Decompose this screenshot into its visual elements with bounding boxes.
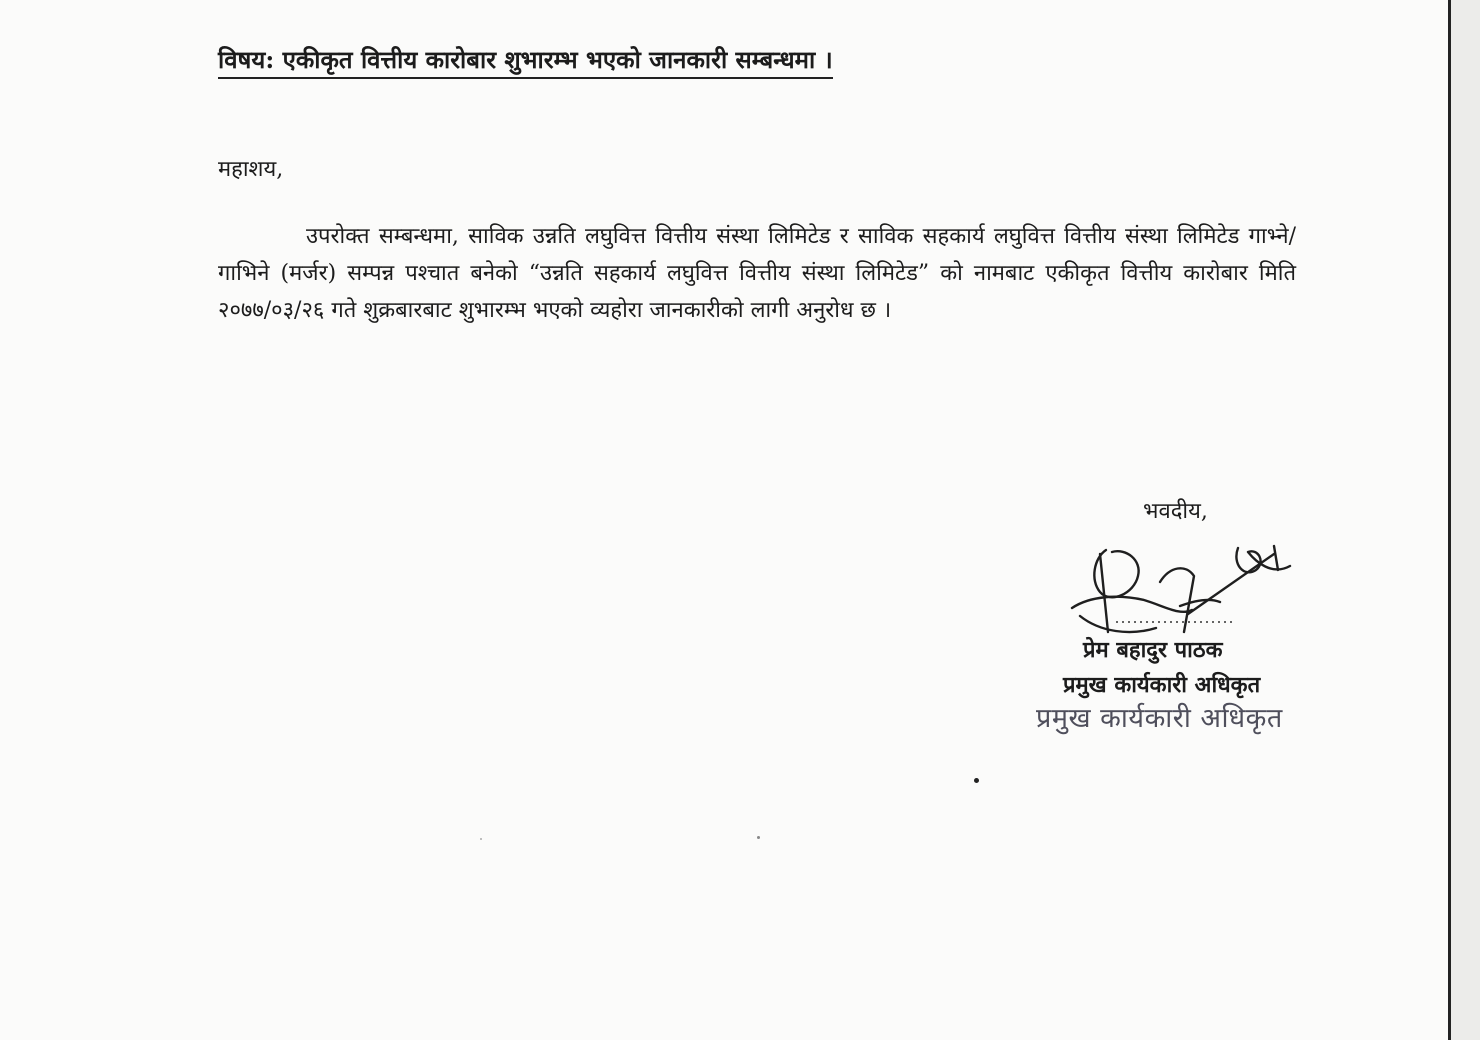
letter-body: उपरोक्त सम्बन्धमा, साविक उन्नति लघुवित्त वित्तीय संस्था लिमिटेड र साविक सहकार्य लघुवित्त वित्तीय संस्था लिमिटेड गाभ्ने/गाभिने (मर्जर) सम्पन्न पश्चात बनेको “उन्नति सहकार्य लघुवित्त वित्तीय संस्था लिमिटेड” को नामबाट एकीकृत वित्तीय कारोबार मिति २०७७/०३/२६ गते शुक्रबारबाट शुभारम्भ भएको व्यहोरा जानकारीको लागी अनुरोध छ । xyxy=(218,224,1296,323)
letter-subject: विषय: एकीकृत वित्तीय कारोबार शुभारम्भ भएको जानकारी सम्बन्धमा । xyxy=(218,44,833,79)
background-margin xyxy=(1451,0,1480,1040)
ink-speck xyxy=(757,836,760,839)
letter-salutation: महाशय, xyxy=(218,157,284,182)
letter-closing: भवदीय, xyxy=(1143,499,1208,524)
stamp-title: प्रमुख कार्यकारी अधिकृत xyxy=(1036,703,1283,734)
handwritten-signature xyxy=(1060,536,1300,646)
signer-name: प्रेम बहादुर पाठक xyxy=(1083,637,1223,663)
ink-speck xyxy=(974,778,979,783)
signer-title: प्रमुख कार्यकारी अधिकृत xyxy=(1063,672,1261,698)
ink-speck xyxy=(480,838,482,840)
